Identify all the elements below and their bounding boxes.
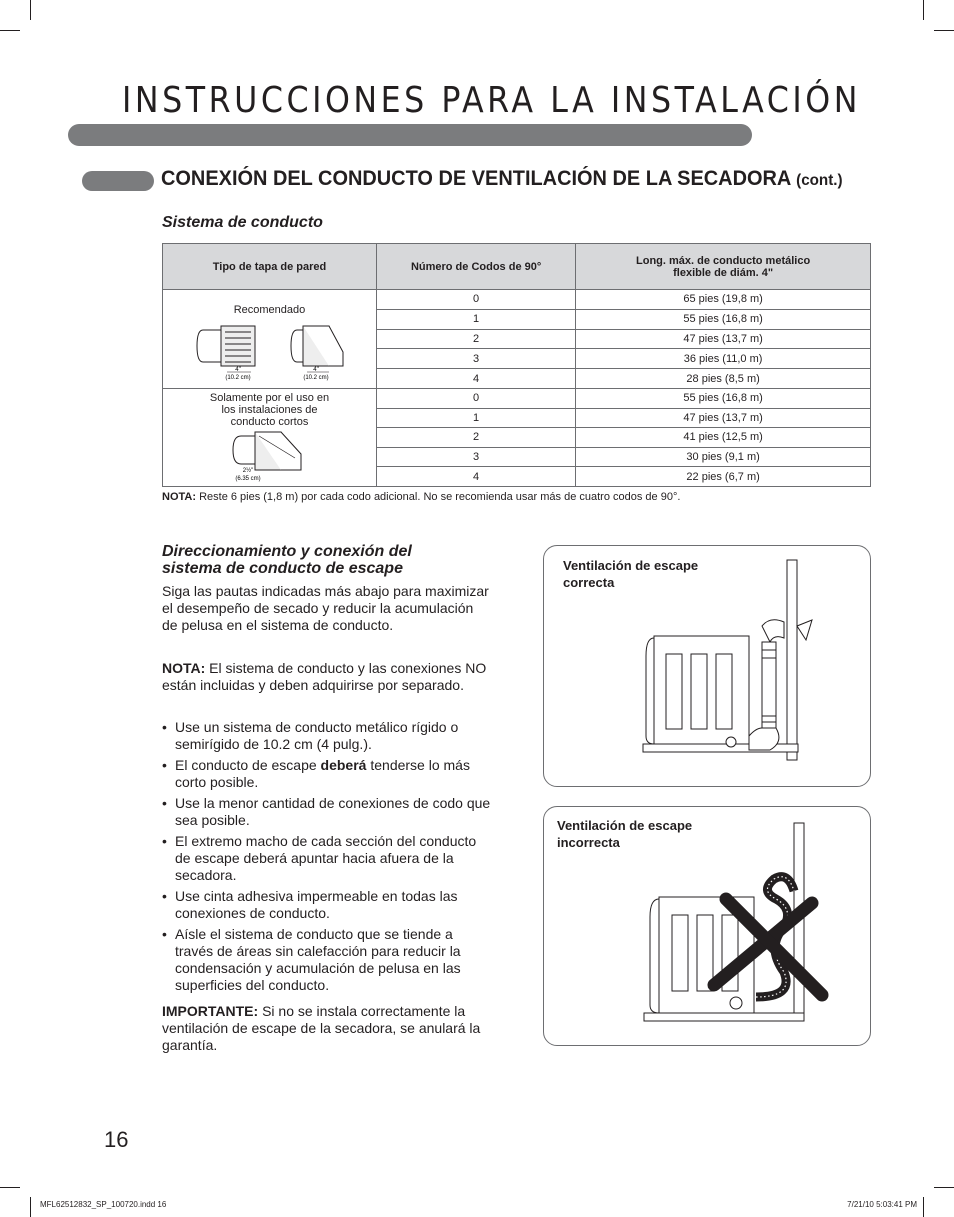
footer-file: MFL62512832_SP_100720.indd 16 <box>40 1200 167 1209</box>
hooded-cap-icon <box>291 326 343 372</box>
header-cap-type: Tipo de tapa de pared <box>163 244 377 290</box>
elbows-cell: 4 <box>377 369 576 389</box>
length-cell: 47 pies (13,7 m) <box>576 329 871 349</box>
important-text: Si no se instala correctamente la ventilación de escape de la secadora, se anulará la garantía. <box>162 1003 481 1053</box>
incorrect-venting-line2: incorrecta <box>557 835 620 850</box>
length-cell: 36 pies (11,0 m) <box>576 349 871 369</box>
important-label: IMPORTANTE: <box>162 1003 259 1019</box>
crop-mark <box>30 1197 31 1217</box>
dim-right-cm: (10.2 cm) <box>303 375 329 381</box>
elbows-cell: 1 <box>377 309 576 329</box>
incorrect-venting-figure <box>543 806 871 1046</box>
table-note <box>162 491 680 503</box>
dim-left: 4" <box>235 367 241 373</box>
length-cell: 41 pies (12,5 m) <box>576 428 871 448</box>
dim-left-cm: (10.2 cm) <box>225 375 251 381</box>
list-item: • El extremo macho de cada sección del conducto de escape deberá apuntar hacia afuera de la secadora. <box>162 833 492 884</box>
list-item: • Aísle el sistema de conducto que se tiende a través de áreas sin calefacción para reducir la condensación y acumulación de pelusa en las superficies del conducto. <box>162 926 492 994</box>
footer-timestamp: 7/21/10 5:03:41 PM <box>847 1200 917 1209</box>
incorrect-venting-line1: Ventilación de escape <box>557 818 693 833</box>
list-item: • Use un sistema de conducto metálico rígido o semirígido de 10.2 cm (4 pulg.). <box>162 719 492 753</box>
header-max-length-line1: Long. máx. de conducto metálico <box>636 254 811 267</box>
vent-duct-icon <box>749 620 812 750</box>
page-number: 16 <box>104 1127 129 1152</box>
wall-cap-recommended-illustration <box>163 318 376 388</box>
list-item: • Use cinta adhesiva impermeable en todas las conexiones de conducto. <box>162 888 492 922</box>
routing-title-line2: sistema de conducto de escape <box>162 560 403 577</box>
length-cell: 65 pies (19,8 m) <box>576 290 871 310</box>
length-cell: 55 pies (16,8 m) <box>576 309 871 329</box>
table-note-text: Reste 6 pies (1,8 m) por cada codo adicional. No se recomienda usar más de cuatro codos de 90°. <box>196 491 681 503</box>
table-row <box>163 389 871 409</box>
correct-venting-illustration <box>544 546 870 786</box>
cap-short-run-line1: Solamente por el uso en <box>209 392 330 404</box>
routing-title-line1: Direccionamiento y conexión del <box>162 543 412 560</box>
list-item: • Use la menor cantidad de conexiones de codo que sea posible. <box>162 795 492 829</box>
crop-mark <box>934 30 954 31</box>
dim-short: 2½" <box>242 468 254 474</box>
length-cell: 22 pies (6,7 m) <box>576 467 871 487</box>
duct-length-table <box>162 243 871 487</box>
duct-system-title: Sistema de conducto <box>162 214 323 231</box>
header-max-length-line2: flexible de diám. 4" <box>673 266 774 279</box>
dryer-icon <box>646 636 749 747</box>
dim-short-cm: (6.35 cm) <box>235 476 261 482</box>
section-title-cont: (cont.) <box>796 172 843 189</box>
wall-cap-short-illustration <box>163 428 376 486</box>
header-max-length <box>576 244 871 290</box>
correct-venting-line1: Ventilación de escape <box>563 558 699 573</box>
crop-mark <box>923 1197 924 1217</box>
elbows-cell: 2 <box>377 428 576 448</box>
header-elbows: Número de Codos de 90° <box>377 244 576 290</box>
crop-mark <box>934 1187 954 1188</box>
louvered-cap-icon <box>197 326 255 372</box>
elbows-cell: 3 <box>377 349 576 369</box>
routing-note <box>162 660 492 694</box>
elbows-cell: 1 <box>377 408 576 428</box>
short-hood-cap-icon <box>233 432 301 470</box>
crop-mark <box>30 0 31 20</box>
elbows-cell: 0 <box>377 290 576 310</box>
crop-mark <box>0 30 20 31</box>
cap-recommended-cell <box>163 290 377 389</box>
table-note-label: NOTA: <box>162 491 197 503</box>
cap-short-run-label <box>163 392 376 428</box>
elbows-cell: 0 <box>377 389 576 409</box>
length-cell: 30 pies (9,1 m) <box>576 447 871 467</box>
routing-guidelines-list <box>162 719 492 998</box>
routing-intro: Siga las pautas indicadas más abajo para maximizar el desempeño de secado y reducir la acumulación de pelusa en el sistema de conducto. <box>162 583 489 633</box>
cap-short-run-line2: los instalaciones de <box>221 404 318 416</box>
routing-title <box>162 543 482 577</box>
section-title <box>161 167 843 191</box>
wall-icon <box>787 560 797 760</box>
elbows-cell: 3 <box>377 447 576 467</box>
dim-right: 4" <box>313 367 319 373</box>
crop-mark <box>0 1187 20 1188</box>
incorrect-venting-illustration <box>544 807 870 1045</box>
title-bar <box>68 124 752 146</box>
cap-recommended-label: Recomendado <box>233 304 306 316</box>
length-cell: 28 pies (8,5 m) <box>576 369 871 389</box>
correct-venting-line2: correcta <box>563 575 615 590</box>
routing-note-text: El sistema de conducto y las conexiones NO están incluidas y deben adquirirse por separado. <box>162 660 487 693</box>
correct-venting-figure <box>543 545 871 787</box>
cap-short-run-cell <box>163 389 377 487</box>
section-pill <box>82 171 154 191</box>
list-item <box>162 757 492 791</box>
list-item-bold: deberá <box>320 757 367 773</box>
important-note <box>162 1003 492 1054</box>
elbows-cell: 2 <box>377 329 576 349</box>
list-item-post: tenderse lo más corto posible. <box>175 757 470 790</box>
crop-mark <box>923 0 924 20</box>
elbows-cell: 4 <box>377 467 576 487</box>
list-item-pre: El conducto de escape <box>175 757 321 773</box>
length-cell: 47 pies (13,7 m) <box>576 408 871 428</box>
page-title: INSTRUCCIONES PARA LA INSTALACIÓN <box>122 80 861 121</box>
table-header-row <box>163 244 871 290</box>
routing-note-label: NOTA: <box>162 660 206 676</box>
section-title-text: CONEXIÓN DEL CONDUCTO DE VENTILACIÓN DE LA SECADORA <box>161 167 791 190</box>
cap-short-run-line3: conducto cortos <box>230 416 309 428</box>
length-cell: 55 pies (16,8 m) <box>576 389 871 409</box>
floor-icon <box>644 1013 804 1021</box>
table-row <box>163 290 871 310</box>
